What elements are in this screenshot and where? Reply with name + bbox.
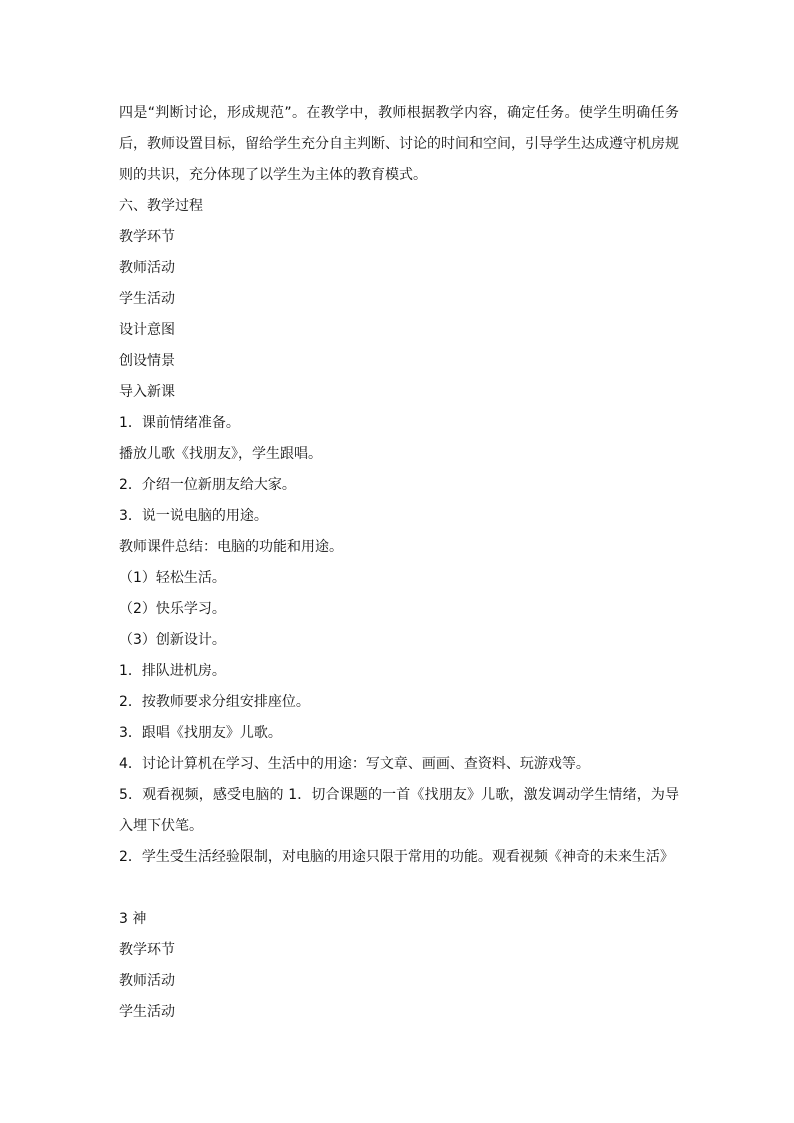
blank-line <box>119 873 679 904</box>
table-header-cell: 教学环节 <box>119 229 175 245</box>
document-body <box>119 98 679 1028</box>
teacher-step: 1．课前情绪准备。 <box>119 415 240 431</box>
stage-label: 创设情景 <box>119 353 175 369</box>
fragment-text: 3 神 <box>119 911 147 927</box>
teacher-step: 教师课件总结：电脑的功能和用途。 <box>119 539 343 555</box>
design-intent: 2．学生受生活经验限制，对电脑的用途只限于常用的功能。观看视频《神奇的未来生活》 <box>119 849 674 865</box>
table-header-cell: 学生活动 <box>119 1004 175 1020</box>
table-header-cell: 教师活动 <box>119 973 175 989</box>
table-header-cell: 教师活动 <box>119 260 175 276</box>
paragraph-intro: 四是“判断讨论，形成规范”。在教学中，教师根据教学内容，确定任务。使学生明确任务后，教师设置目标，留给学生充分自主判断、讨论的时间和空间，引导学生达成遵守机房规则的共识，充分体现了以学生为主体的教育模式。 <box>119 105 679 183</box>
table-header-cell: 学生活动 <box>119 291 175 307</box>
section-heading: 六、教学过程 <box>119 198 203 214</box>
stage-label: 导入新课 <box>119 384 175 400</box>
student-step: 4．讨论计算机在学习、生活中的用途：写文章、画画、查资料、玩游戏等。 <box>119 756 590 772</box>
teacher-step: 播放儿歌《找朋友》，学生跟唱。 <box>119 446 322 462</box>
list-item: （1）轻松生活。 <box>119 570 226 586</box>
student-step-with-intent: 5．观看视频，感受电脑的 1．切合课题的一首《找朋友》儿歌，激发调动学生情绪，为导入埋下伏笔。 <box>119 787 679 834</box>
student-step: 1．排队进机房。 <box>119 663 226 679</box>
teacher-step: 3．说一说电脑的用途。 <box>119 508 268 524</box>
teacher-step: 2．介绍一位新朋友给大家。 <box>119 477 296 493</box>
student-step: 2．按教师要求分组安排座位。 <box>119 694 310 710</box>
table-header-cell: 教学环节 <box>119 942 175 958</box>
student-step: 3．跟唱《找朋友》儿歌。 <box>119 725 282 741</box>
table-header-cell: 设计意图 <box>119 322 175 338</box>
list-item: （3）创新设计。 <box>119 632 226 648</box>
list-item: （2）快乐学习。 <box>119 601 226 617</box>
